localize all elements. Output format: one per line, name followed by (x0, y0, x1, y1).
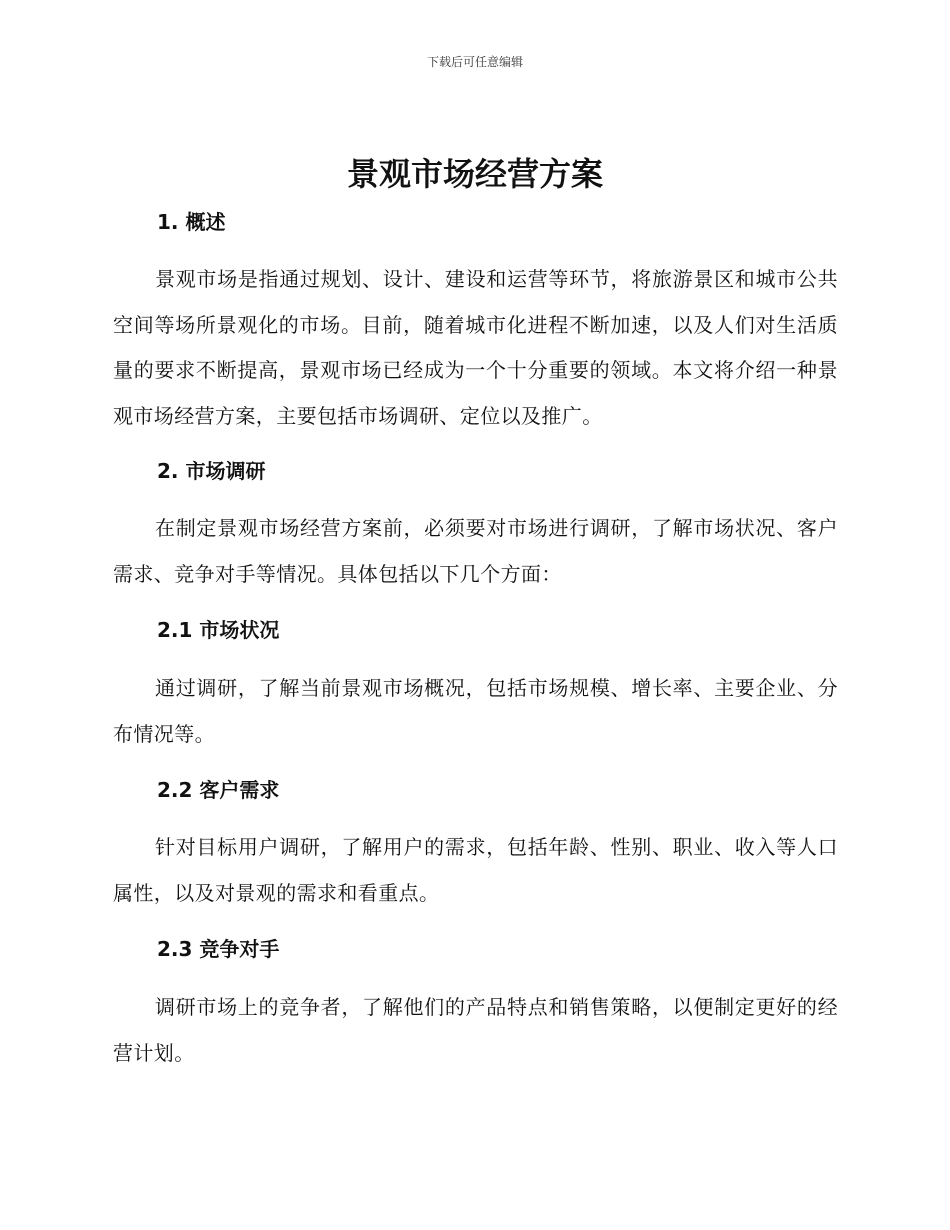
section-paragraph-market-research: 在制定景观市场经营方案前，必须要对市场进行调研，了解市场状况、客户需求、竞争对手等情况。具体包括以下几个方面： (113, 516, 838, 586)
section-paragraph-market-status: 通过调研，了解当前景观市场概况，包括市场规模、增长率、主要企业、分布情况等。 (113, 676, 838, 746)
section-heading-customer-needs: 2.2 客户需求 (157, 778, 280, 802)
section-heading-market-research: 2. 市场调研 (157, 459, 266, 483)
section-paragraph-overview: 景观市场是指通过规划、设计、建设和运营等环节，将旅游景区和城市公共空间等场所景观化的市场。目前，随着城市化进程不断加速，以及人们对生活质量的要求不断提高，景观市场已经成为一个十分重要的领域。本文将介绍一种景观市场经营方案，主要包括市场调研、定位以及推广。 (113, 267, 838, 428)
section-heading-market-status: 2.1 市场状况 (157, 618, 280, 642)
section-heading-overview: 1. 概述 (157, 210, 226, 234)
section-paragraph-competitors: 调研市场上的竞争者，了解他们的产品特点和销售策略，以便制定更好的经营计划。 (113, 995, 838, 1065)
section-paragraph-customer-needs: 针对目标用户调研，了解用户的需求，包括年龄、性别、职业、收入等人口属性，以及对景观的需求和看重点。 (113, 835, 838, 905)
header-note: 下载后可任意编辑 (426, 55, 523, 69)
section-heading-competitors: 2.3 竞争对手 (157, 937, 280, 961)
document-title: 景观市场经营方案 (346, 155, 603, 193)
